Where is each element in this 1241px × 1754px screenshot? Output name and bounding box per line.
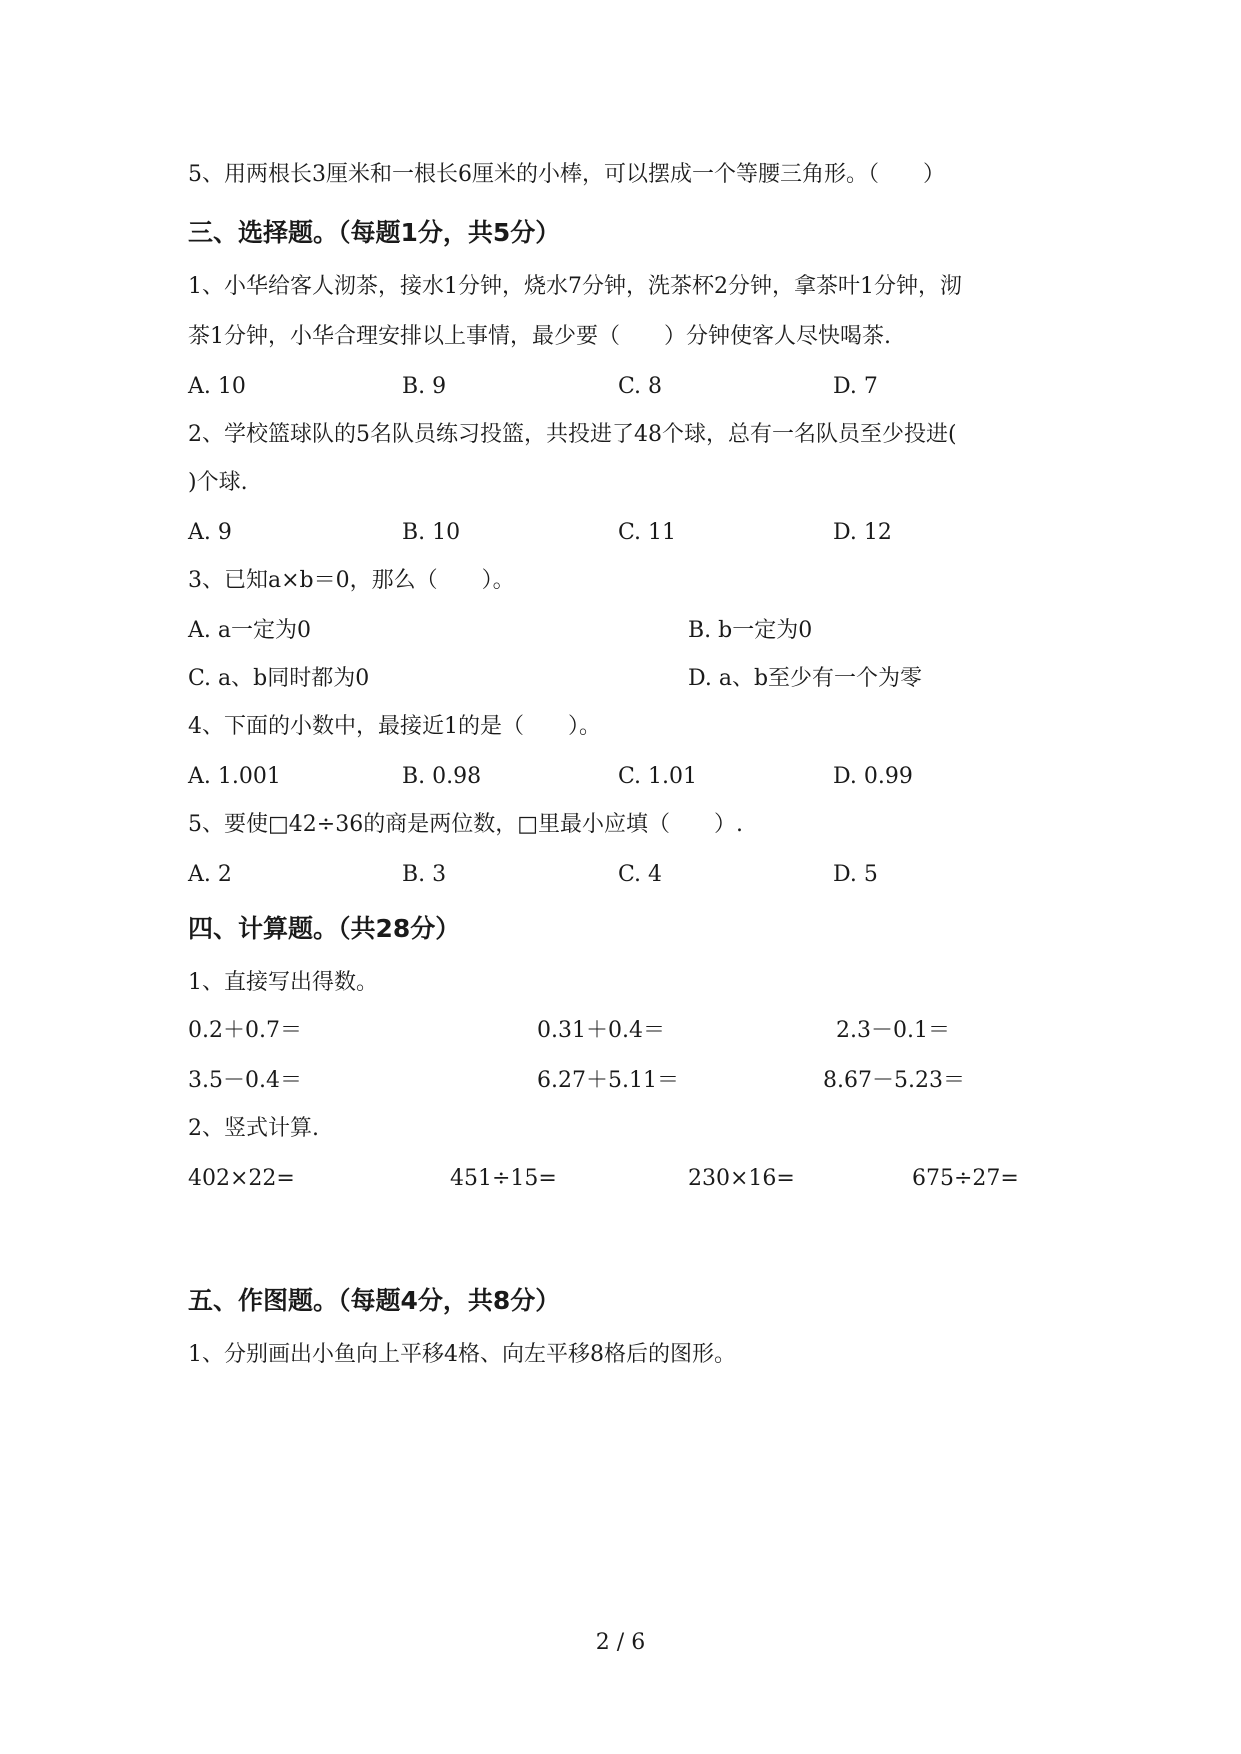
part2-question-5: 5、用两根长3厘米和一根长6厘米的小棒，可以摆成一个等腰三角形。（ ） xyxy=(188,162,945,187)
choice-q3-option-c: C. a、b同时都为0 xyxy=(188,666,370,691)
choice-q3-line1: 3、已知a×b＝0，那么（ ）。 xyxy=(188,568,515,593)
choice-q4-option-a: A. 1.001 xyxy=(188,764,281,789)
page-number: 2 / 6 xyxy=(595,1630,646,1655)
choice-q2-line1: 2、学校篮球队的5名队员练习投篮，共投进了48个球，总有一名队员至少投进( xyxy=(188,422,957,447)
choice-q1-option-c: C. 8 xyxy=(618,374,663,399)
choice-q1-option-b: B. 9 xyxy=(402,374,447,399)
choice-q3-option-b: B. b一定为0 xyxy=(688,618,813,643)
calc-q2-expr-1: 402×22= xyxy=(188,1166,295,1191)
calc-q1-expr-1: 0.2＋0.7＝ xyxy=(188,1018,302,1043)
choice-q4-option-b: B. 0.98 xyxy=(402,764,482,789)
choice-q5-option-d: D. 5 xyxy=(833,862,878,887)
choice-q1-line1: 1、小华给客人沏茶，接水1分钟，烧水7分钟，洗茶杯2分钟，拿茶叶1分钟，沏 xyxy=(188,274,962,299)
calc-q2-expr-3: 230×16= xyxy=(688,1166,795,1191)
choice-q2-option-b: B. 10 xyxy=(402,520,461,545)
choice-q3-option-d: D. a、b至少有一个为零 xyxy=(688,666,923,691)
calc-q1-expr-6: 8.67－5.23＝ xyxy=(823,1068,965,1093)
choice-q2-option-c: C. 11 xyxy=(618,520,677,545)
choice-q5-line1: 5、要使□42÷36的商是两位数，□里最小应填（ ）. xyxy=(188,812,743,837)
choice-q1-line2: 茶1分钟，小华合理安排以上事情，最少要（ ）分钟使客人尽快喝茶. xyxy=(188,324,891,349)
choice-q5-option-b: B. 3 xyxy=(402,862,447,887)
calc-q1-expr-3: 2.3－0.1＝ xyxy=(836,1018,950,1043)
choice-q5-option-c: C. 4 xyxy=(618,862,663,887)
calc-q2-expr-4: 675÷27= xyxy=(912,1166,1019,1191)
choice-q5-option-a: A. 2 xyxy=(188,862,232,887)
drawing-q1-line1: 1、分别画出小鱼向上平移4格、向左平移8格后的图形。 xyxy=(188,1342,736,1367)
section-heading-choice: 三、选择题。（每题1分，共5分） xyxy=(188,218,561,247)
section-heading-drawing: 五、作图题。（每题4分，共8分） xyxy=(188,1286,561,1315)
choice-q4-option-c: C. 1.01 xyxy=(618,764,698,789)
section-heading-calculation: 四、计算题。（共28分） xyxy=(188,914,461,943)
calc-q2-expr-2: 451÷15= xyxy=(450,1166,557,1191)
calc-q2-line1: 2、竖式计算. xyxy=(188,1116,319,1141)
choice-q1-option-a: A. 10 xyxy=(188,374,246,399)
choice-q4-option-d: D. 0.99 xyxy=(833,764,913,789)
choice-q1-option-d: D. 7 xyxy=(833,374,878,399)
calc-q1-line1: 1、直接写出得数。 xyxy=(188,970,378,995)
choice-q2-option-a: A. 9 xyxy=(188,520,232,545)
choice-q2-line2: )个球. xyxy=(188,470,248,495)
choice-q4-line1: 4、下面的小数中，最接近1的是（ ）。 xyxy=(188,714,601,739)
calc-q1-expr-4: 3.5－0.4＝ xyxy=(188,1068,302,1093)
calc-q1-expr-2: 0.31＋0.4＝ xyxy=(537,1018,665,1043)
choice-q2-option-d: D. 12 xyxy=(833,520,892,545)
calc-q1-expr-5: 6.27＋5.11＝ xyxy=(537,1068,679,1093)
choice-q3-option-a: A. a一定为0 xyxy=(188,618,311,643)
